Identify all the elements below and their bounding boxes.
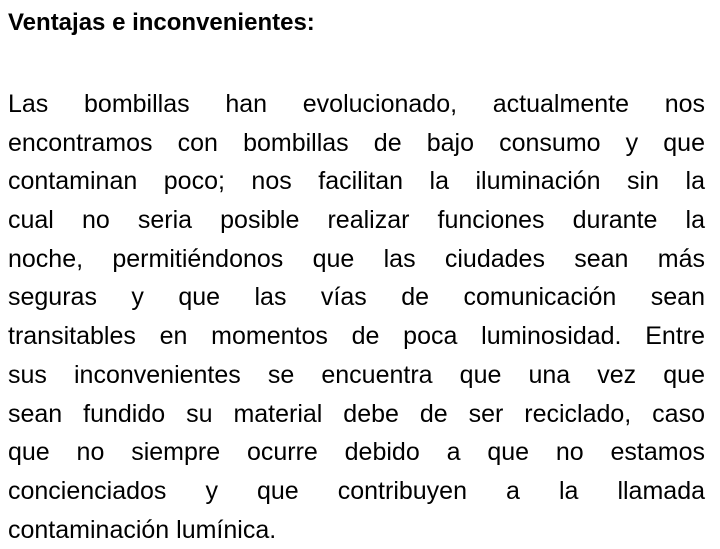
section-heading: Ventajas e inconvenientes:	[8, 9, 315, 36]
document-page	[8, 0, 705, 544]
paragraph-line: contaminación lumínica.	[8, 515, 277, 544]
paragraph-line: sus inconvenientes se encuentra que una vez que	[8, 360, 705, 389]
paragraph-line: transitables en momentos de poca luminosidad. Entre	[8, 322, 705, 351]
paragraph-line: que no siempre ocurre debido a que no estamos	[8, 438, 705, 467]
paragraph-line: sean fundido su material debe de ser reciclado, caso	[8, 399, 705, 428]
paragraph-line: noche, permitiéndonos que las ciudades sean más	[8, 244, 705, 273]
paragraph-line: Las bombillas han evolucionado, actualmente nos	[8, 90, 705, 118]
paragraph-line: concienciados y que contribuyen a la llamada	[8, 476, 705, 505]
paragraph-line: encontramos con bombillas de bajo consumo y que	[8, 128, 705, 157]
body-paragraph	[8, 85, 705, 549]
paragraph-line: contaminan poco; nos facilitan la iluminación sin la	[8, 167, 705, 196]
paragraph-line: cual no seria posible realizar funciones durante la	[8, 206, 705, 235]
paragraph-line: seguras y que las vías de comunicación sean	[8, 283, 705, 312]
